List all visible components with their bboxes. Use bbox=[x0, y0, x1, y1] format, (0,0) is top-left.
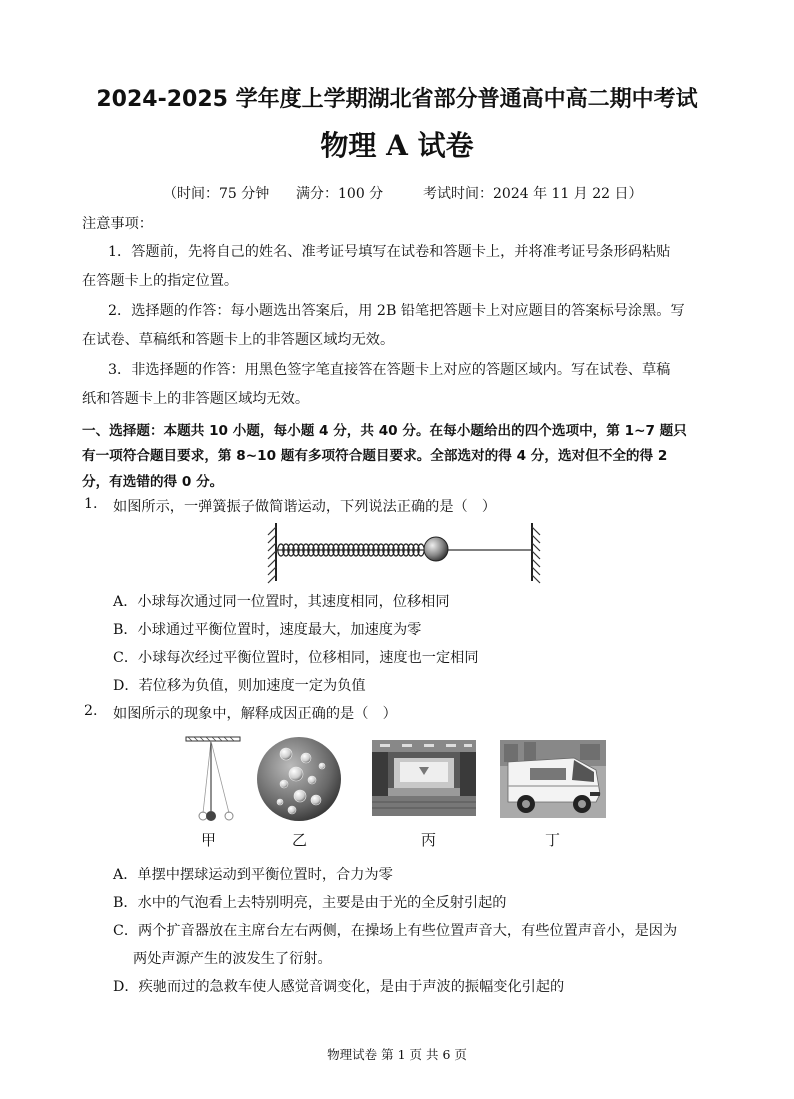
auditorium-stage-image bbox=[372, 740, 476, 816]
question-stem: 如图所示，一弹簧振子做简谐运动，下列说法正确的是（ ） bbox=[113, 499, 497, 515]
page-footer: 物理试卷 第 1 页 共 6 页 bbox=[327, 1047, 467, 1062]
exam-score: 满分：100 分 bbox=[296, 186, 384, 202]
spring-oscillator-figure bbox=[262, 519, 552, 585]
option-c: C．小球每次经过平衡位置时，位移相同，速度也一定相同 bbox=[113, 650, 479, 666]
option-c-continued: 两处声源产生的波发生了衍射。 bbox=[133, 951, 332, 967]
exam-subtitle: 物理 A 试卷 bbox=[320, 129, 474, 162]
question-number: 2. bbox=[84, 703, 98, 719]
notice-line: 1．答题前，先将自己的姓名、准考证号填写在试卷和答题卡上，并将准考证号条形码粘贴 bbox=[108, 244, 671, 260]
pendulum-figure bbox=[184, 735, 242, 823]
bubbles-in-water-image bbox=[256, 736, 342, 822]
notice-line: 纸和答题卡上的非答题区域均无效。 bbox=[82, 391, 310, 407]
exam-title: 2024-2025 学年度上学期湖北省部分普通高中高二期中考试 bbox=[96, 87, 698, 112]
exam-time: （时间：75 分钟 bbox=[163, 186, 270, 202]
figure-caption: 丁 bbox=[545, 831, 561, 849]
option-b: B．小球通过平衡位置时，速度最大，加速度为零 bbox=[113, 622, 422, 638]
figure-caption: 甲 bbox=[201, 831, 217, 849]
option-d: D．若位移为负值，则加速度一定为负值 bbox=[113, 678, 366, 694]
option-a: A．单摆中摆球运动到平衡位置时，合力为零 bbox=[113, 867, 393, 883]
section-heading-line: 有一项符合题目要求，第 8~10 题有多项符合题目要求。全部选对的得 4 分，选对但不全的得 2 bbox=[82, 448, 668, 464]
question-number: 1. bbox=[84, 496, 98, 512]
figure-caption: 丙 bbox=[421, 831, 437, 849]
notice-heading: 注意事项： bbox=[82, 216, 153, 232]
figure-caption: 乙 bbox=[292, 831, 308, 849]
question-stem: 如图所示的现象中，解释成因正确的是（ ） bbox=[113, 706, 397, 722]
notice-line: 在答题卡上的指定位置。 bbox=[82, 273, 239, 289]
section-heading-line: 一、选择题：本题共 10 小题，每小题 4 分，共 40 分。在每小题给出的四个选项中，第 1~7 题只 bbox=[82, 423, 687, 439]
notice-line: 在试卷、草稿纸和答题卡上的非答题区域均无效。 bbox=[82, 332, 395, 348]
section-heading-line: 分，有选错的得 0 分。 bbox=[82, 474, 224, 490]
option-a: A．小球每次通过同一位置时，其速度相同，位移相同 bbox=[113, 594, 450, 610]
notice-line: 3．非选择题的作答：用黑色签字笔直接答在答题卡上对应的答题区域内。写在试卷、草稿 bbox=[108, 362, 671, 378]
option-b: B．水中的气泡看上去特别明亮，主要是由于光的全反射引起的 bbox=[113, 895, 507, 911]
exam-date: 考试时间：2024 年 11 月 22 日） bbox=[423, 186, 643, 202]
option-d: D．疾驰而过的急救车使人感觉音调变化，是由于声波的振幅变化引起的 bbox=[113, 979, 565, 995]
notice-line: 2．选择题的作答：每小题选出答案后，用 2B 铅笔把答题卡上对应题目的答案标号涂黑。写 bbox=[108, 303, 685, 319]
option-c: C．两个扩音器放在主席台左右两侧，在操场上有些位置声音大，有些位置声音小，是因为 bbox=[113, 923, 678, 939]
ambulance-image bbox=[500, 740, 606, 818]
